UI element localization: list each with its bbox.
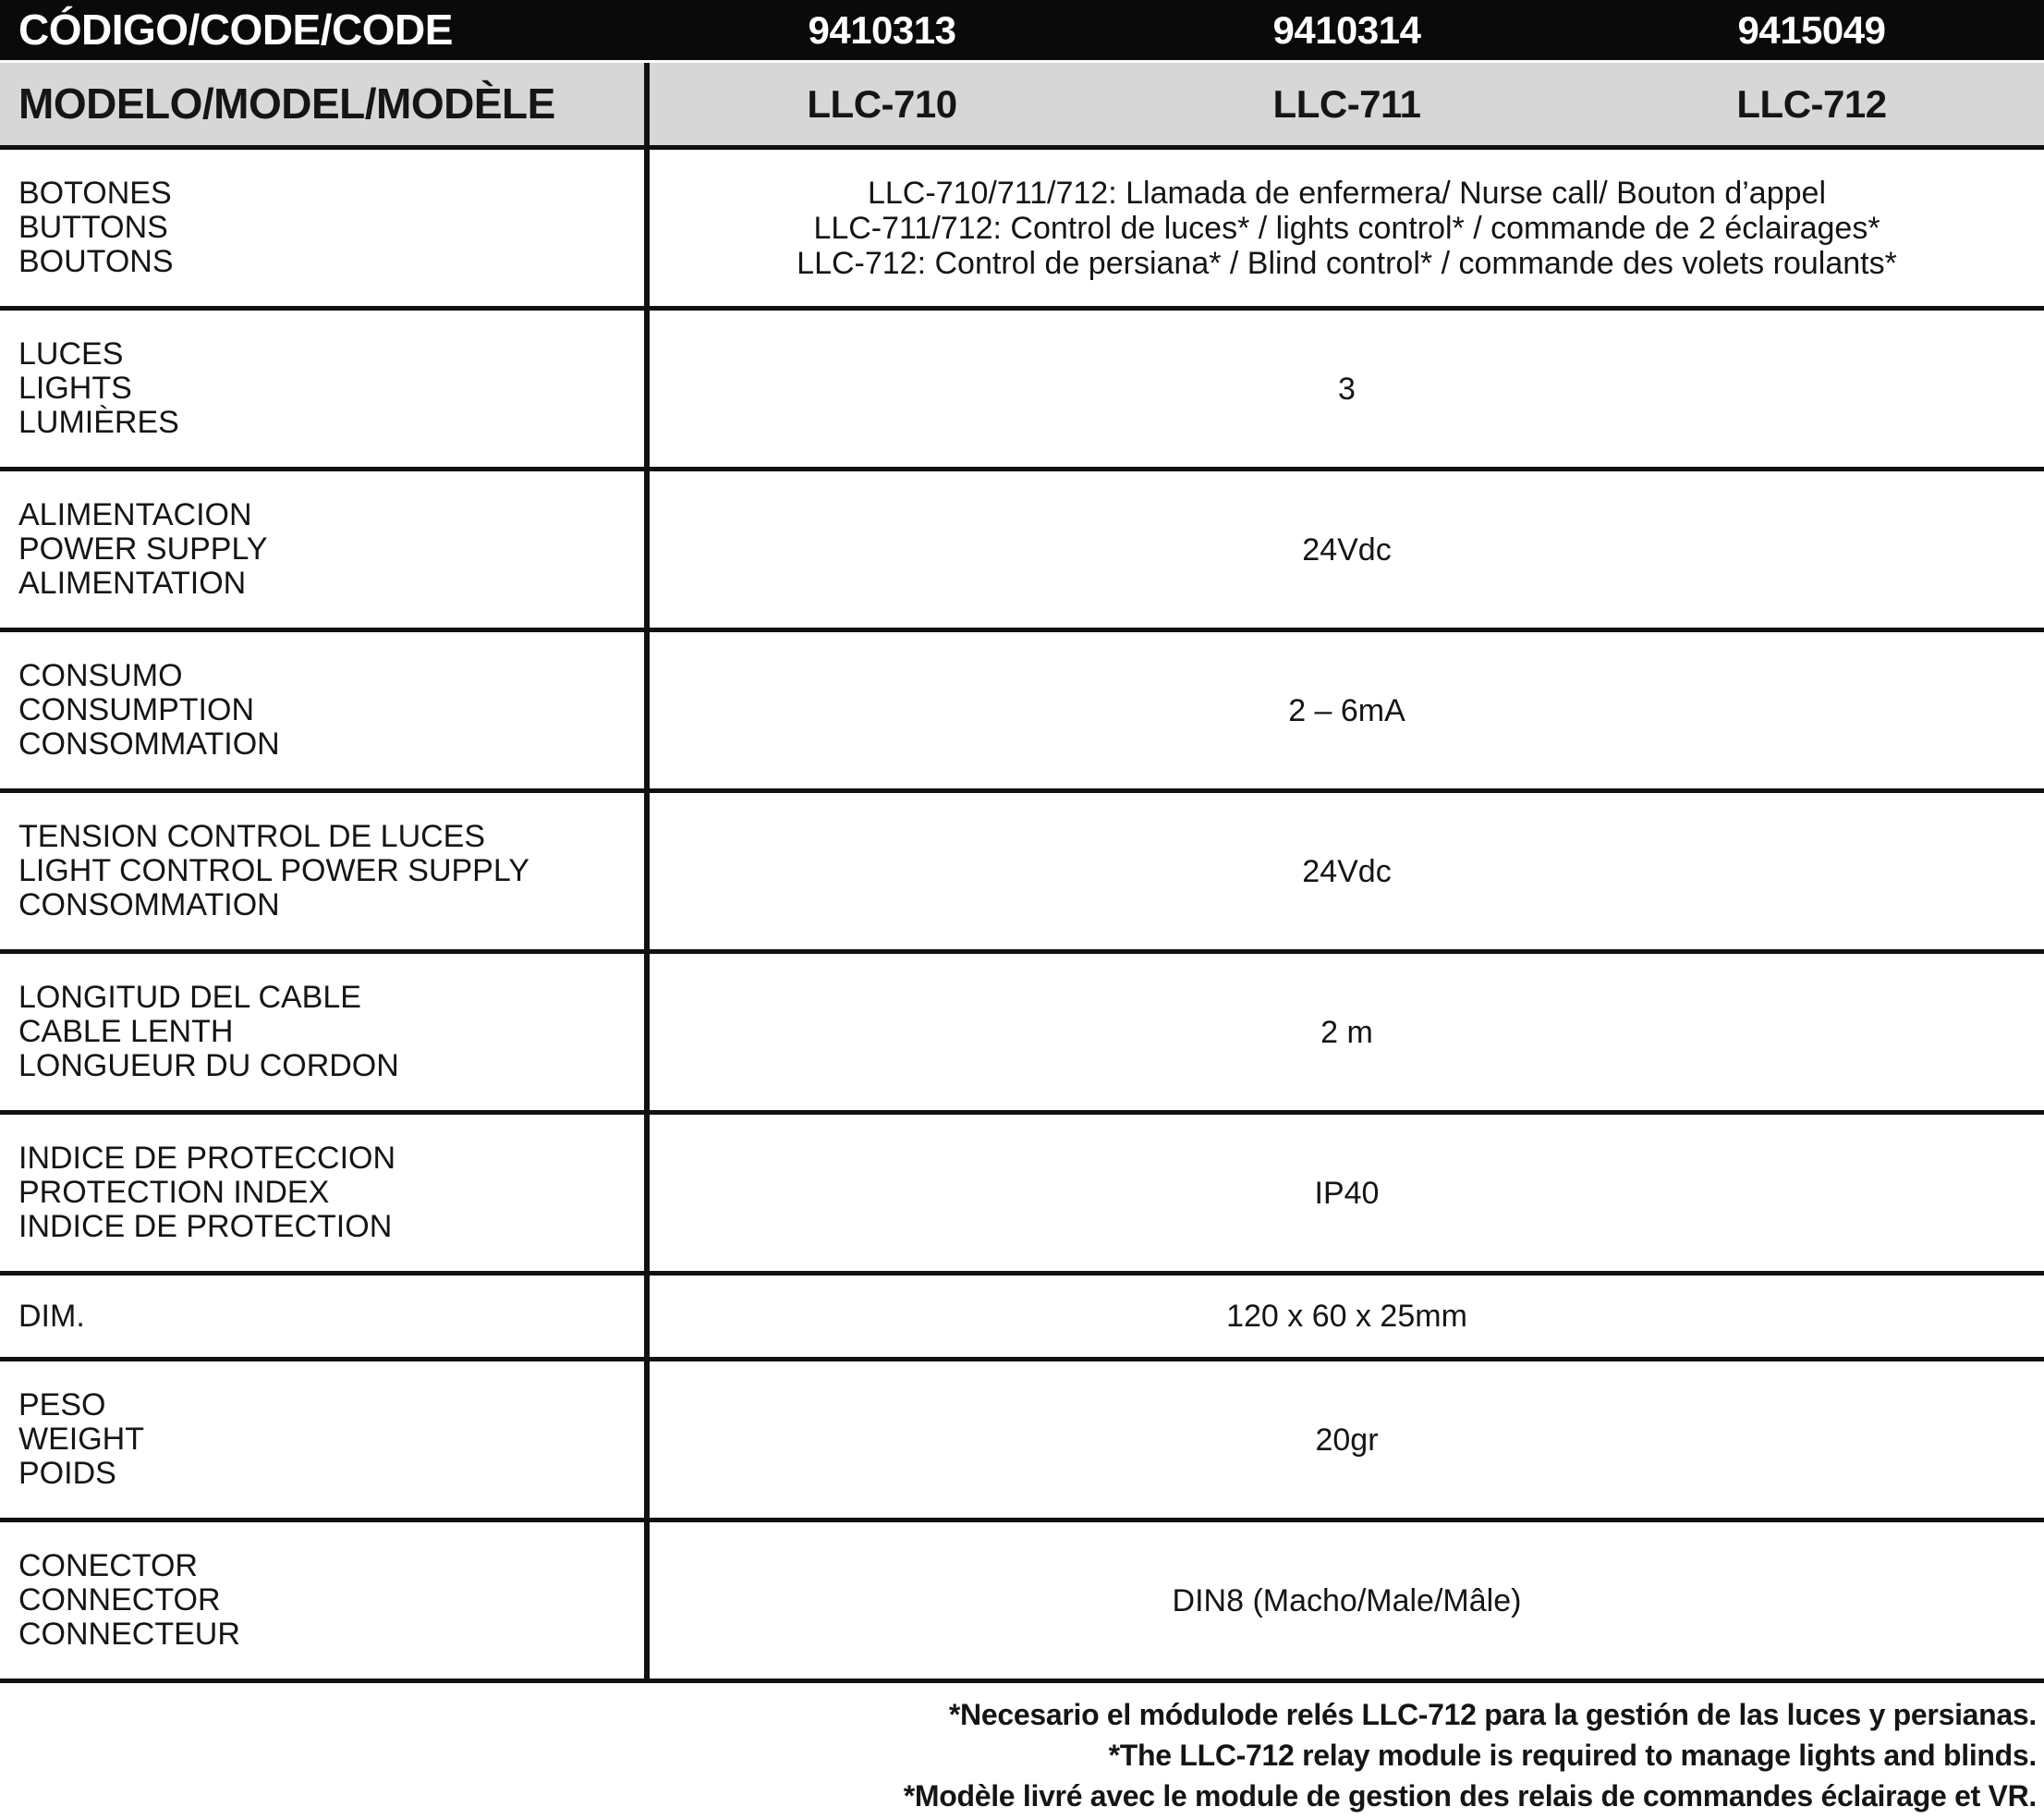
row-label-line: PESO bbox=[18, 1387, 106, 1422]
row-label-power-supply bbox=[0, 471, 650, 628]
row-label-line: LUMIÈRES bbox=[18, 405, 179, 440]
row-value-weight bbox=[650, 1361, 2044, 1518]
row-value-line: 3 bbox=[1338, 371, 1356, 407]
row-value-line: 120 x 60 x 25mm bbox=[1226, 1299, 1467, 1334]
row-label-line: WEIGHT bbox=[18, 1422, 144, 1457]
row-label-line: PROTECTION INDEX bbox=[18, 1175, 330, 1210]
row-label-line: LUCES bbox=[18, 336, 124, 372]
footnote-es: *Necesario el módulode relés LLC-712 para la gestión de las luces y persianas. bbox=[948, 1698, 2037, 1731]
row-value-line: 2 m bbox=[1320, 1014, 1373, 1050]
row-value-line: 20gr bbox=[1315, 1422, 1379, 1458]
row-label-buttons bbox=[0, 150, 650, 306]
row-value-light-control-voltage bbox=[650, 793, 2044, 949]
row-value-protection-index bbox=[650, 1115, 2044, 1271]
model-value-3: LLC-712 bbox=[1736, 81, 1887, 126]
spec-row-power-supply bbox=[0, 471, 2044, 632]
row-label-line: LIGHTS bbox=[18, 371, 132, 406]
row-label-line: INDICE DE PROTECCION bbox=[18, 1141, 396, 1176]
code-value-3: 9415049 bbox=[1737, 7, 1886, 52]
row-label-line: CONECTOR bbox=[18, 1548, 198, 1583]
row-label-line: ALIMENTATION bbox=[18, 566, 247, 601]
code-value-1: 9410313 bbox=[808, 7, 956, 52]
row-label-light-control-voltage bbox=[0, 793, 650, 949]
row-label-connector bbox=[0, 1522, 650, 1679]
spec-row-connector bbox=[0, 1522, 2044, 1683]
row-value-line: 24Vdc bbox=[1302, 853, 1392, 889]
row-label-line: TENSION CONTROL DE LUCES bbox=[18, 819, 486, 854]
row-label-line: POWER SUPPLY bbox=[18, 531, 268, 567]
code-header-label: CÓDIGO/CODE/CODE bbox=[18, 6, 453, 54]
row-label-line: CABLE LENTH bbox=[18, 1014, 234, 1049]
spec-row-light-control-voltage bbox=[0, 793, 2044, 954]
row-label-line: CONSUMPTION bbox=[18, 692, 254, 727]
row-label-protection-index bbox=[0, 1115, 650, 1271]
model-value-2: LLC-711 bbox=[1272, 81, 1421, 126]
row-value-lights bbox=[650, 311, 2044, 467]
row-value-line: LLC-710/711/712: Llamada de enfermera/ Nurse call/ Bouton d’appel bbox=[867, 175, 1827, 211]
row-label-line: CONNECTEUR bbox=[18, 1617, 240, 1652]
row-label-line: CONSOMMATION bbox=[18, 726, 280, 762]
row-value-consumption bbox=[650, 632, 2044, 788]
row-value-buttons bbox=[650, 150, 2044, 306]
row-label-line: ALIMENTACION bbox=[18, 497, 252, 532]
footnotes bbox=[0, 1694, 2044, 1816]
row-label-line: CONSOMMATION bbox=[18, 887, 280, 922]
row-label-line: CONSUMO bbox=[18, 658, 183, 693]
model-value-1: LLC-710 bbox=[807, 81, 957, 126]
spec-rows bbox=[0, 150, 2044, 1683]
row-label-line: BOUTONS bbox=[18, 244, 174, 279]
row-label-line: BOTONES bbox=[18, 176, 172, 211]
row-label-dimensions bbox=[0, 1276, 650, 1357]
row-label-line: DIM. bbox=[18, 1298, 85, 1334]
row-label-line: INDICE DE PROTECTION bbox=[18, 1209, 393, 1244]
row-value-connector bbox=[650, 1522, 2044, 1679]
row-value-line: 24Vdc bbox=[1302, 531, 1392, 568]
footnote-fr: *Modèle livré avec le module de gestion des relais de commandes éclairage et VR. bbox=[903, 1779, 2037, 1813]
row-label-lights bbox=[0, 311, 650, 467]
row-label-consumption bbox=[0, 632, 650, 788]
model-header-row bbox=[0, 63, 2044, 150]
footnote-en: *The LLC-712 relay module is required to manage lights and blinds. bbox=[1108, 1739, 2037, 1772]
row-label-weight bbox=[0, 1361, 650, 1518]
row-value-dimensions bbox=[650, 1276, 2044, 1357]
row-label-line: POIDS bbox=[18, 1456, 116, 1491]
row-label-line: LIGHT CONTROL POWER SUPPLY bbox=[18, 853, 529, 888]
row-label-cable-length bbox=[0, 954, 650, 1110]
spec-row-protection-index bbox=[0, 1115, 2044, 1276]
row-label-line: LONGITUD DEL CABLE bbox=[18, 980, 361, 1015]
row-label-line: CONNECTOR bbox=[18, 1582, 221, 1618]
spec-row-lights bbox=[0, 311, 2044, 471]
row-label-line: BUTTONS bbox=[18, 210, 168, 245]
row-value-power-supply bbox=[650, 471, 2044, 628]
row-value-line: LLC-711/712: Control de luces* / lights control* / commande de 2 éclairages* bbox=[813, 210, 1880, 246]
spec-row-buttons bbox=[0, 150, 2044, 311]
row-value-line: DIN8 (Macho/Male/Mâle) bbox=[1172, 1582, 1522, 1618]
row-label-line: LONGUEUR DU CORDON bbox=[18, 1048, 399, 1083]
model-header-label: MODELO/MODEL/MODÈLE bbox=[0, 63, 650, 145]
spec-row-cable-length bbox=[0, 954, 2044, 1115]
spec-row-weight bbox=[0, 1361, 2044, 1522]
code-header-row bbox=[0, 0, 2044, 63]
code-value-2: 9410314 bbox=[1272, 7, 1421, 52]
spec-row-consumption bbox=[0, 632, 2044, 793]
spec-row-dimensions bbox=[0, 1276, 2044, 1361]
row-value-cable-length bbox=[650, 954, 2044, 1110]
row-value-line: IP40 bbox=[1314, 1175, 1380, 1211]
row-value-line: 2 – 6mA bbox=[1288, 692, 1405, 728]
row-value-line: LLC-712: Control de persiana* / Blind control* / commande des volets roulants* bbox=[797, 245, 1897, 281]
